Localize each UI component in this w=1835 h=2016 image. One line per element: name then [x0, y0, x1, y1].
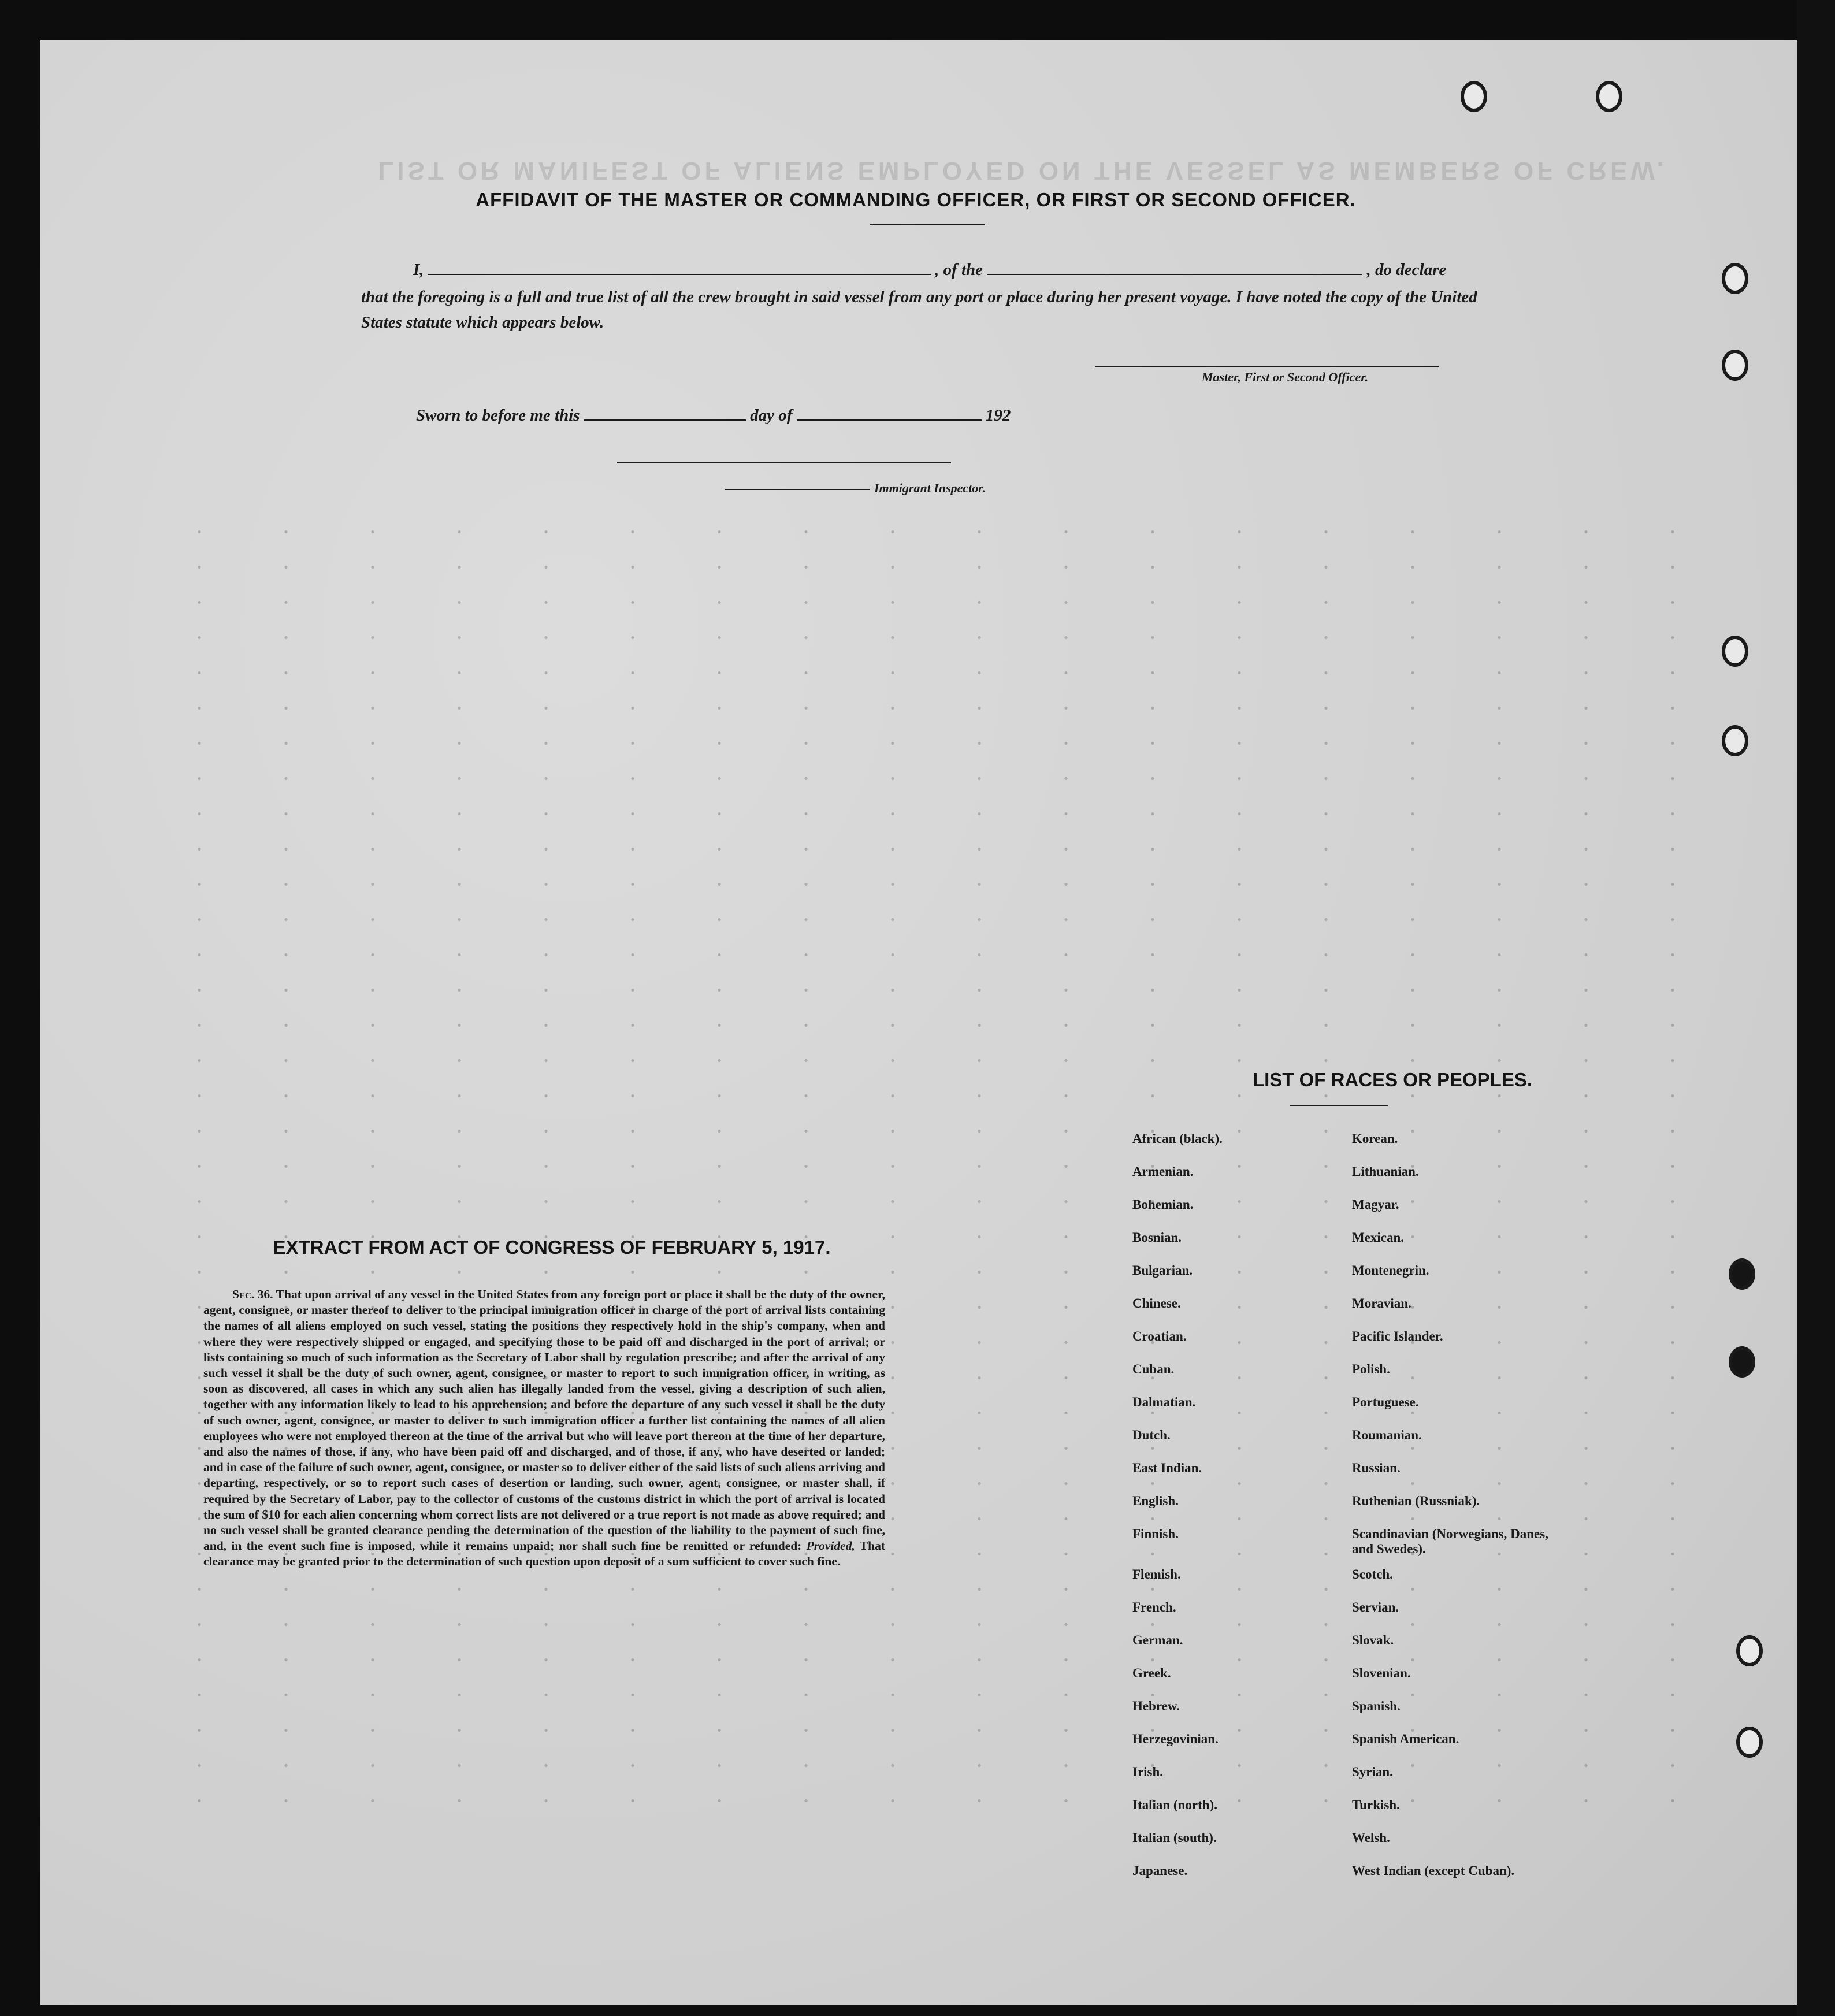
race-item: Japanese. — [1132, 1863, 1188, 1878]
race-item: Scotch. — [1352, 1567, 1393, 1581]
declaration-line — [413, 260, 1446, 280]
month-blank[interactable] — [797, 406, 982, 421]
races-title: LIST OF RACES OR PEOPLES. — [1252, 1069, 1533, 1090]
of-the-label: , of the — [935, 261, 983, 279]
inspector-name-blank[interactable] — [725, 489, 870, 490]
race-item: Roumanian. — [1352, 1428, 1422, 1442]
race-item: Dutch. — [1132, 1428, 1171, 1442]
race-item: Lithuanian. — [1352, 1164, 1419, 1179]
race-item: Greek. — [1132, 1666, 1171, 1680]
race-item: Servian. — [1352, 1600, 1399, 1614]
race-item: Flemish. — [1132, 1567, 1181, 1581]
race-item: Chinese. — [1132, 1296, 1181, 1310]
sworn-line — [416, 406, 1011, 425]
statute-text — [203, 1287, 885, 1570]
race-item: Syrian. — [1352, 1765, 1393, 1779]
signature-label: Master, First or Second Officer. — [1202, 370, 1369, 384]
race-item: Cuban. — [1132, 1362, 1175, 1376]
race-item: Dalmatian. — [1132, 1395, 1196, 1409]
race-item: Armenian. — [1132, 1164, 1194, 1179]
races-column-2 — [1352, 1131, 1560, 1896]
scan-edge — [1797, 0, 1835, 2016]
affidavit-body: that the foregoing is a full and true list of all the crew brought in said vessel from any port or place during her present voyage. I have noted the copy of the United States statute which appears below. — [361, 288, 1477, 332]
race-item: Spanish. — [1352, 1699, 1401, 1713]
race-item: English. — [1132, 1494, 1179, 1508]
title-blank[interactable] — [987, 260, 1362, 275]
binder-hole — [1736, 1635, 1763, 1666]
race-item: Welsh. — [1352, 1831, 1390, 1845]
race-item: Korean. — [1352, 1131, 1398, 1146]
race-item: Bosnian. — [1132, 1230, 1182, 1245]
binder-hole — [1722, 350, 1748, 381]
binder-hole — [1729, 1346, 1755, 1378]
inspector-label-wrap — [725, 481, 986, 496]
binder-hole — [1461, 81, 1487, 112]
race-item: Irish. — [1132, 1765, 1164, 1779]
race-item: African (black). — [1132, 1131, 1223, 1146]
race-item: Ruthenian (Russniak). — [1352, 1494, 1480, 1508]
section-number: Sec. 36. — [232, 1287, 273, 1301]
do-declare-label: , do declare — [1366, 261, 1447, 279]
inspector-signature-line[interactable] — [617, 462, 951, 463]
race-item: Herzegovinian. — [1132, 1732, 1219, 1746]
signature-line[interactable] — [1095, 366, 1439, 367]
race-item: Italian (south). — [1132, 1831, 1217, 1845]
race-item: Spanish American. — [1352, 1732, 1459, 1746]
race-item: Finnish. — [1132, 1527, 1179, 1541]
statute-end: That clearance may be granted prior to the determination of such question upon deposit of a sum sufficient to cover such fine. — [203, 1539, 885, 1569]
race-item: Croatian. — [1132, 1329, 1187, 1343]
races-column-1 — [1132, 1131, 1223, 1896]
race-item: Slovenian. — [1352, 1666, 1411, 1680]
race-item: Portuguese. — [1352, 1395, 1419, 1409]
race-item: Italian (north). — [1132, 1798, 1217, 1812]
binder-hole — [1722, 636, 1748, 667]
race-item: Mexican. — [1352, 1230, 1405, 1245]
binder-hole — [1736, 1727, 1763, 1758]
binder-hole — [1722, 725, 1748, 756]
affidavit-title: AFFIDAVIT OF THE MASTER OR COMMANDING OFFICER, OR FIRST OR SECOND OFFICER. — [476, 189, 1356, 210]
race-item: German. — [1132, 1633, 1183, 1647]
binder-hole — [1729, 1258, 1755, 1290]
race-item: West Indian (except Cuban). — [1352, 1863, 1515, 1878]
race-item: Bohemian. — [1132, 1197, 1194, 1212]
race-item: Polish. — [1352, 1362, 1390, 1376]
race-item: Moravian. — [1352, 1296, 1411, 1310]
race-item: Turkish. — [1352, 1798, 1400, 1812]
race-item: Russian. — [1352, 1461, 1401, 1475]
binder-hole — [1596, 81, 1622, 112]
inspector-label: Immigrant Inspector. — [874, 481, 986, 495]
race-item: Magyar. — [1352, 1197, 1399, 1212]
race-item: Pacific Islander. — [1352, 1329, 1443, 1343]
binder-hole — [1722, 263, 1748, 294]
race-item: Scandinavian (Norwegians, Danes, and Swedes). — [1352, 1527, 1548, 1556]
race-item: Bulgarian. — [1132, 1263, 1193, 1278]
title-underline — [870, 224, 985, 225]
race-item: French. — [1132, 1600, 1176, 1614]
race-item: Slovak. — [1352, 1633, 1394, 1647]
day-of-label: day of — [750, 406, 793, 425]
race-item: East Indian. — [1132, 1461, 1202, 1475]
i-label: I, — [413, 261, 424, 279]
statute-body: That upon arrival of any vessel in the United States from any foreign port or place it shall be the duty of the owner, agent, consignee, or master thereof to deliver to the principal immigration officer in charge of the port of arrival lists containing the names of all aliens employed on such vessel, stating the positions they respectively hold in the ship's company, when and where they were respectively shipped or engaged, and specifying those to be paid off and discharged in the port of arrival; or lists containing so much of such information as the Secretary of Labor shall by regulation prescribe; and after the arrival of any such vessel it shall be the duty of such owner, agent, consignee, or master to report to such immigration officer, in writing, as soon as discovered, all cases in which any such alien has illegally landed from the vessel, giving a description of such alien, together with any information likely to lead to his apprehension; and before the departure of any such vessel it shall be the duty of such owner, agent, consignee, or master to deliver to such immigration officer a further list containing the names of all alien employees who were not employed thereon at the time of the arrival but who will leave port thereon at the time of her departure, and also the names of those, if any, who have been paid off and discharged, and of those, if any, who have deserted or landed; and in case of the failure of such owner, agent, consignee, or master so to deliver either of the said lists of such aliens arriving and departing, respectively, or so to report such cases of desertion or landing, such owner, agent, consignee, or master shall, if required by the Secretary of Labor, pay to the collector of customs of the customs district in which the port of arrival is located the sum of $10 for each alien concerning whom correct lists are not delivered or a true report is not made as above required; and no such vessel shall be granted clearance pending the determination of the question of the liability to the payment of such fine, and, in the event such fine is imposed, while it remains unpaid; nor shall such fine be remitted or refunded: — [203, 1287, 885, 1553]
race-item: Montenegrin. — [1352, 1263, 1429, 1278]
races-underline — [1290, 1105, 1388, 1106]
year-prefix: 192 — [985, 406, 1011, 425]
race-item: Hebrew. — [1132, 1699, 1180, 1713]
day-blank[interactable] — [584, 406, 746, 421]
bleed-through-text: LIST OR MANIFEST OF ALIENS EMPLOYED ON THE VESSEL AS MEMBERS OF CREW. — [378, 157, 1667, 185]
sworn-label: Sworn to before me this — [416, 406, 580, 425]
extract-title: EXTRACT FROM ACT OF CONGRESS OF FEBRUARY 5, 1917. — [273, 1237, 831, 1258]
provided-word: Provided, — [806, 1539, 855, 1553]
name-blank[interactable] — [428, 260, 931, 275]
